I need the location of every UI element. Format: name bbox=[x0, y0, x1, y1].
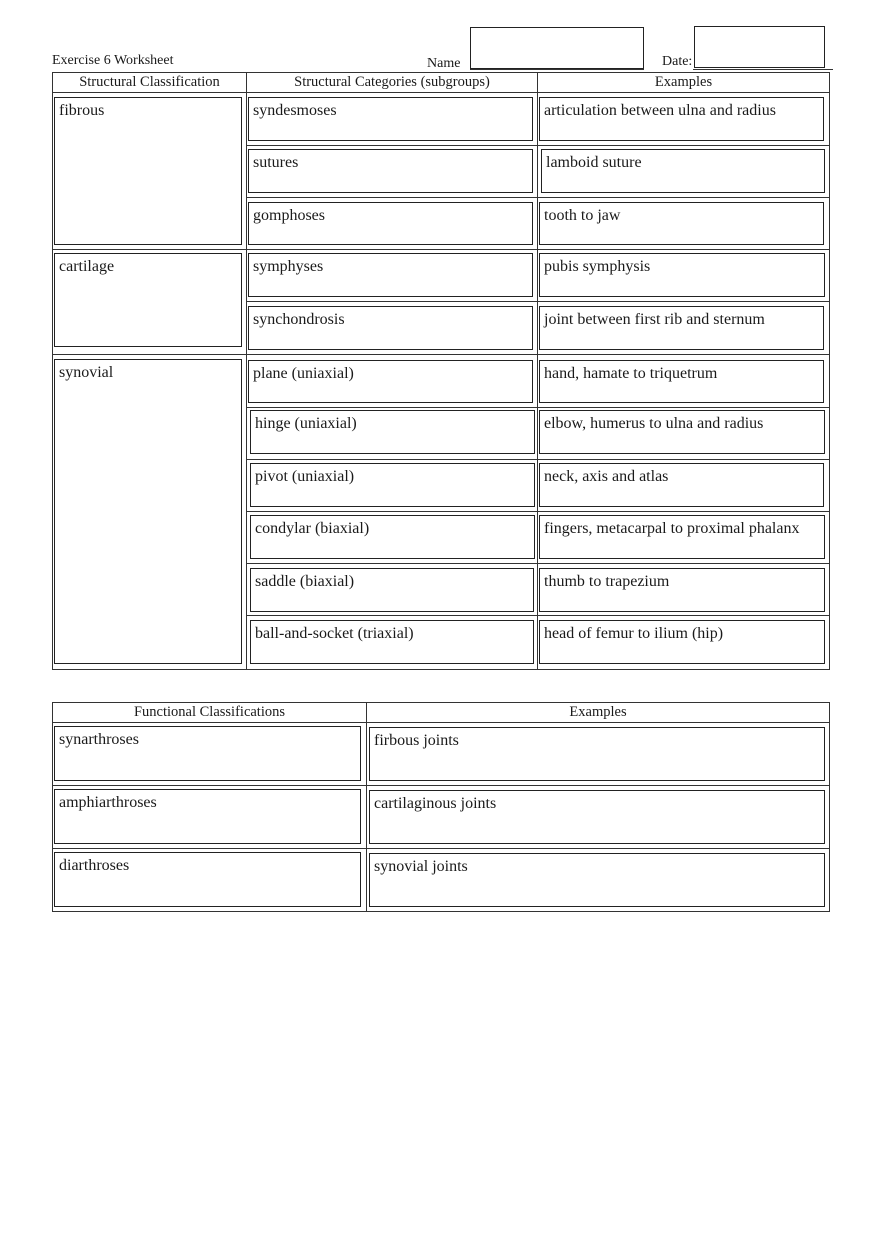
example-field[interactable]: elbow, humerus to ulna and radius bbox=[539, 410, 825, 454]
table-header-divider bbox=[52, 92, 830, 93]
row-divider bbox=[246, 145, 830, 146]
table-border-bottom bbox=[52, 669, 830, 670]
row-divider bbox=[246, 301, 830, 302]
category-field[interactable]: pivot (uniaxial) bbox=[250, 463, 535, 507]
category-field[interactable]: syndesmoses bbox=[248, 97, 533, 141]
row-divider bbox=[52, 785, 830, 786]
header-examples: Examples bbox=[654, 74, 713, 90]
category-field[interactable]: sutures bbox=[248, 149, 533, 193]
table-header-divider bbox=[52, 722, 830, 723]
header-functional-classifications: Functional Classifications bbox=[133, 704, 286, 720]
table-column-divider bbox=[366, 702, 367, 912]
name-label: Name bbox=[427, 56, 461, 71]
category-field[interactable]: gomphoses bbox=[248, 202, 533, 245]
table-border-right bbox=[829, 72, 830, 670]
classification-field-synovial[interactable]: synovial bbox=[54, 359, 242, 664]
example-field[interactable]: lamboid suture bbox=[541, 149, 825, 193]
category-field[interactable]: synchondrosis bbox=[248, 306, 533, 350]
functional-example-field[interactable]: synovial joints bbox=[369, 853, 825, 907]
row-divider bbox=[246, 511, 830, 512]
group-divider bbox=[52, 249, 830, 250]
classification-field-cartilage[interactable]: cartilage bbox=[54, 253, 242, 347]
example-field[interactable]: pubis symphysis bbox=[539, 253, 825, 297]
example-field[interactable]: head of femur to ilium (hip) bbox=[539, 620, 825, 664]
header-examples: Examples bbox=[569, 704, 627, 720]
example-field[interactable]: neck, axis and atlas bbox=[539, 463, 824, 507]
example-field[interactable]: thumb to trapezium bbox=[539, 568, 825, 612]
classification-field-fibrous[interactable]: fibrous bbox=[54, 97, 242, 245]
example-field[interactable]: articulation between ulna and radius bbox=[539, 97, 824, 141]
functional-example-field[interactable]: cartilaginous joints bbox=[369, 790, 825, 844]
category-field[interactable]: symphyses bbox=[248, 253, 533, 297]
category-field[interactable]: plane (uniaxial) bbox=[248, 360, 533, 403]
table-border-right bbox=[829, 702, 830, 912]
table-border-top bbox=[52, 72, 830, 73]
category-field[interactable]: ball-and-socket (triaxial) bbox=[250, 620, 534, 664]
category-field[interactable]: saddle (biaxial) bbox=[250, 568, 534, 612]
row-divider bbox=[246, 563, 830, 564]
category-field[interactable]: condylar (biaxial) bbox=[250, 515, 535, 559]
date-underline bbox=[693, 69, 833, 70]
functional-classification-field[interactable]: diarthroses bbox=[54, 852, 361, 907]
example-field[interactable]: tooth to jaw bbox=[539, 202, 824, 245]
table-column-divider bbox=[246, 72, 247, 670]
date-input[interactable] bbox=[694, 26, 825, 68]
row-divider bbox=[246, 459, 830, 460]
functional-classification-field[interactable]: synarthroses bbox=[54, 726, 361, 781]
table-border-bottom bbox=[52, 911, 830, 912]
table-border-left bbox=[52, 702, 53, 912]
name-underline bbox=[470, 69, 644, 70]
functional-example-field[interactable]: firbous joints bbox=[369, 727, 825, 781]
worksheet-title: Exercise 6 Worksheet bbox=[52, 53, 174, 68]
header-structural-classification: Structural Classification bbox=[79, 74, 220, 90]
table-border-left bbox=[52, 72, 53, 670]
table-column-divider bbox=[537, 72, 538, 670]
table-border-top bbox=[52, 702, 830, 703]
row-divider bbox=[246, 197, 830, 198]
row-divider bbox=[52, 848, 830, 849]
group-divider bbox=[52, 354, 830, 355]
example-field[interactable]: hand, hamate to triquetrum bbox=[539, 360, 824, 403]
date-label: Date: bbox=[662, 54, 693, 69]
name-input[interactable] bbox=[470, 27, 644, 69]
example-field[interactable]: joint between first rib and sternum bbox=[539, 306, 824, 350]
example-field[interactable]: fingers, metacarpal to proximal phalanx bbox=[539, 515, 825, 559]
row-divider bbox=[246, 407, 830, 408]
functional-classification-field[interactable]: amphiarthroses bbox=[54, 789, 361, 844]
row-divider bbox=[246, 615, 830, 616]
header-structural-categories: Structural Categories (subgroups) bbox=[294, 74, 490, 90]
category-field[interactable]: hinge (uniaxial) bbox=[250, 410, 535, 454]
